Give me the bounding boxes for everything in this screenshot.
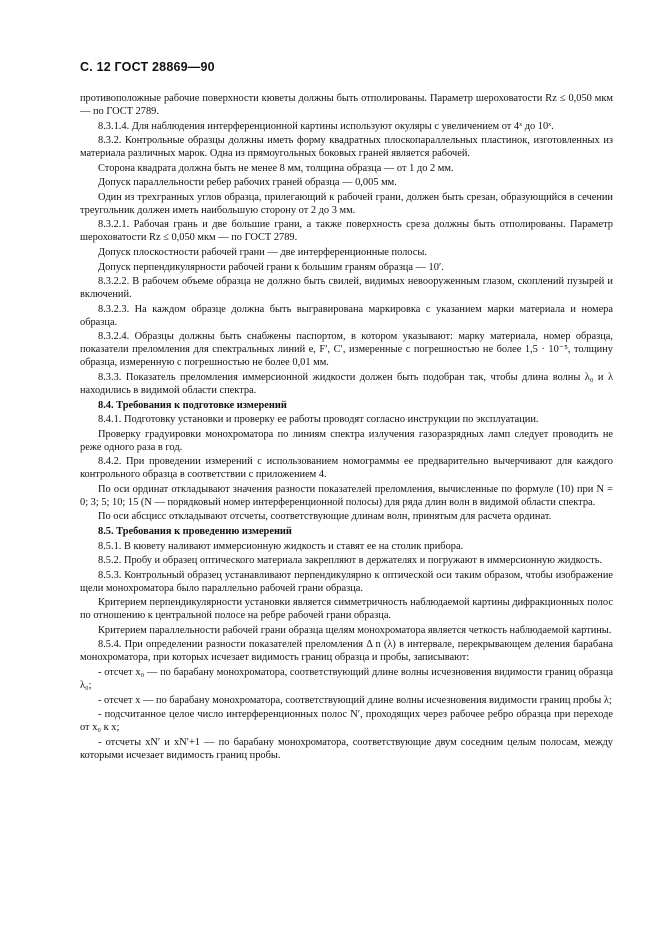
paragraph: 8.3.2.3. На каждом образце должна быть выгравирована маркировка с указанием марки материала и номера образца.: [80, 303, 613, 328]
paragraph: - отсчеты xN′ и xN′+1 — по барабану монохроматора, соответствующие двум соседним целым полосам, между которыми исчезает видимость границ пробы.: [80, 736, 613, 761]
paragraph: 8.4.2. При проведении измерений с использованием номограммы ее предварительно вычерчивают для каждого контрольного образца в соответствии с приложением 4.: [80, 456, 613, 481]
paragraph: 8.5.2. Пробу и образец оптического материала закрепляют в держателях и погружают в иммерсионную жидкость.: [98, 555, 603, 567]
section-heading: 8.5. Требования к проведению измерений: [98, 525, 292, 537]
paragraph: 8.3.2. Контрольные образцы должны иметь форму квадратных плоскопараллельных пластинок, изготовленных из материала различных марок. Одна из прямоугольных боковых граней является рабочей.: [80, 135, 613, 160]
paragraph: - подсчитанное целое число интерференционных полос N′, проходящих через рабочее ребро образца при переходе от x₀ к x;: [80, 709, 613, 734]
paragraph: 8.3.3. Показатель преломления иммерсионной жидкости должен быть подобран так, чтобы длина волны λ₀ и λ находились в видимой области спектра.: [80, 371, 613, 396]
paragraph: Критерием параллельности рабочей грани образца щелям монохроматора является четкость наблюдаемой картины.: [98, 624, 612, 636]
paragraph: Один из трехгранных углов образца, прилегающий к рабочей грани, должен быть срезан, образующийся в сечении треугольник должен иметь наибольшую сторону от 2 до 3 мм.: [80, 191, 613, 216]
paragraph: противоположные рабочие поверхности кюветы должны быть отполированы. Параметр шероховатости Rz ≤ 0,050 мкм — по ГОСТ 2789.: [80, 93, 613, 118]
document-body: [80, 92, 613, 762]
paragraph: Проверку градуировки монохроматора по линиям спектра излучения газоразрядных ламп следует проводить не реже одного раза в год.: [80, 428, 613, 453]
paragraph: Допуск параллельности ребер рабочих граней образца — 0,005 мм.: [98, 177, 397, 189]
paragraph: 8.3.1.4. Для наблюдения интерференционной картины используют окуляры с увеличением от 4ˣ до 10ˣ.: [98, 120, 554, 132]
paragraph: 8.5.4. При определении разности показателей преломления Δ n (λ) в интервале, перекрывающем деления барабана монохроматора, при которых исчезает видимость границ образца и пробы, записывают:: [80, 639, 613, 664]
paragraph: - отсчет x₀ — по барабану монохроматора, соответствующий длине волны исчезновения видимости границ образца λ₀;: [80, 666, 613, 691]
document-page: [80, 60, 613, 763]
paragraph: 8.4.1. Подготовку установки и проверку ее работы проводят согласно инструкции по эксплуатации.: [98, 414, 539, 426]
paragraph: - отсчет x — по барабану монохроматора, соответствующий длине волны исчезновения видимости границ пробы λ;: [98, 694, 612, 706]
paragraph: Допуск перпендикулярности рабочей грани к большим граням образца — 10′.: [98, 261, 444, 273]
paragraph: Допуск плоскостности рабочей грани — две интерференционные полосы.: [98, 247, 427, 259]
paragraph: Критерием перпендикулярности установки является симметричность наблюдаемой картины дифракционных полос по отношению к центральной полосе на ребре рабочей грани образца.: [80, 597, 613, 622]
paragraph: 8.3.2.1. Рабочая грань и две большие грани, а также поверхность среза должны быть отполированы. Параметр шероховатости Rz ≤ 0,050 мкм — по ГОСТ 2789.: [80, 219, 613, 244]
paragraph: Сторона квадрата должна быть не менее 8 мм, толщина образца — от 1 до 2 мм.: [98, 162, 454, 174]
paragraph: 8.3.2.2. В рабочем объеме образца не должно быть свилей, видимых невооруженным глазом, скоплений пузырей и включений.: [80, 276, 613, 301]
page-header: С. 12 ГОСТ 28869—90: [80, 60, 215, 74]
section-heading: 8.4. Требования к подготовке измерений: [98, 399, 287, 411]
paragraph: 8.5.1. В кювету наливают иммерсионную жидкость и ставят ее на столик прибора.: [98, 540, 464, 552]
paragraph: По оси абсцисс откладывают отсчеты, соответствующие длинам волн, принятым для расчета ординат.: [98, 511, 552, 523]
paragraph: 8.3.2.4. Образцы должны быть снабжены паспортом, в котором указывают: марку материала, номер образца, показатели преломления для спектральных линий e, F′, C′, измеренные с погрешностью не более 1,5 · 10⁻⁵, толщину образца, измеренную с погрешностью не более 0,01 мм.: [80, 331, 613, 369]
paragraph: 8.5.3. Контрольный образец устанавливают перпендикулярно к оптической оси таким образом, чтобы изображение щели монохроматора было параллельно рабочей грани образца.: [80, 569, 613, 594]
paragraph: По оси ординат откладывают значения разности показателей преломления, вычисленные по формуле (10) при N = 0; 3; 5; 10; 15 (N — порядковый номер интерференционной полосы) для ряда длин волн в видимой области спектра.: [80, 483, 613, 508]
